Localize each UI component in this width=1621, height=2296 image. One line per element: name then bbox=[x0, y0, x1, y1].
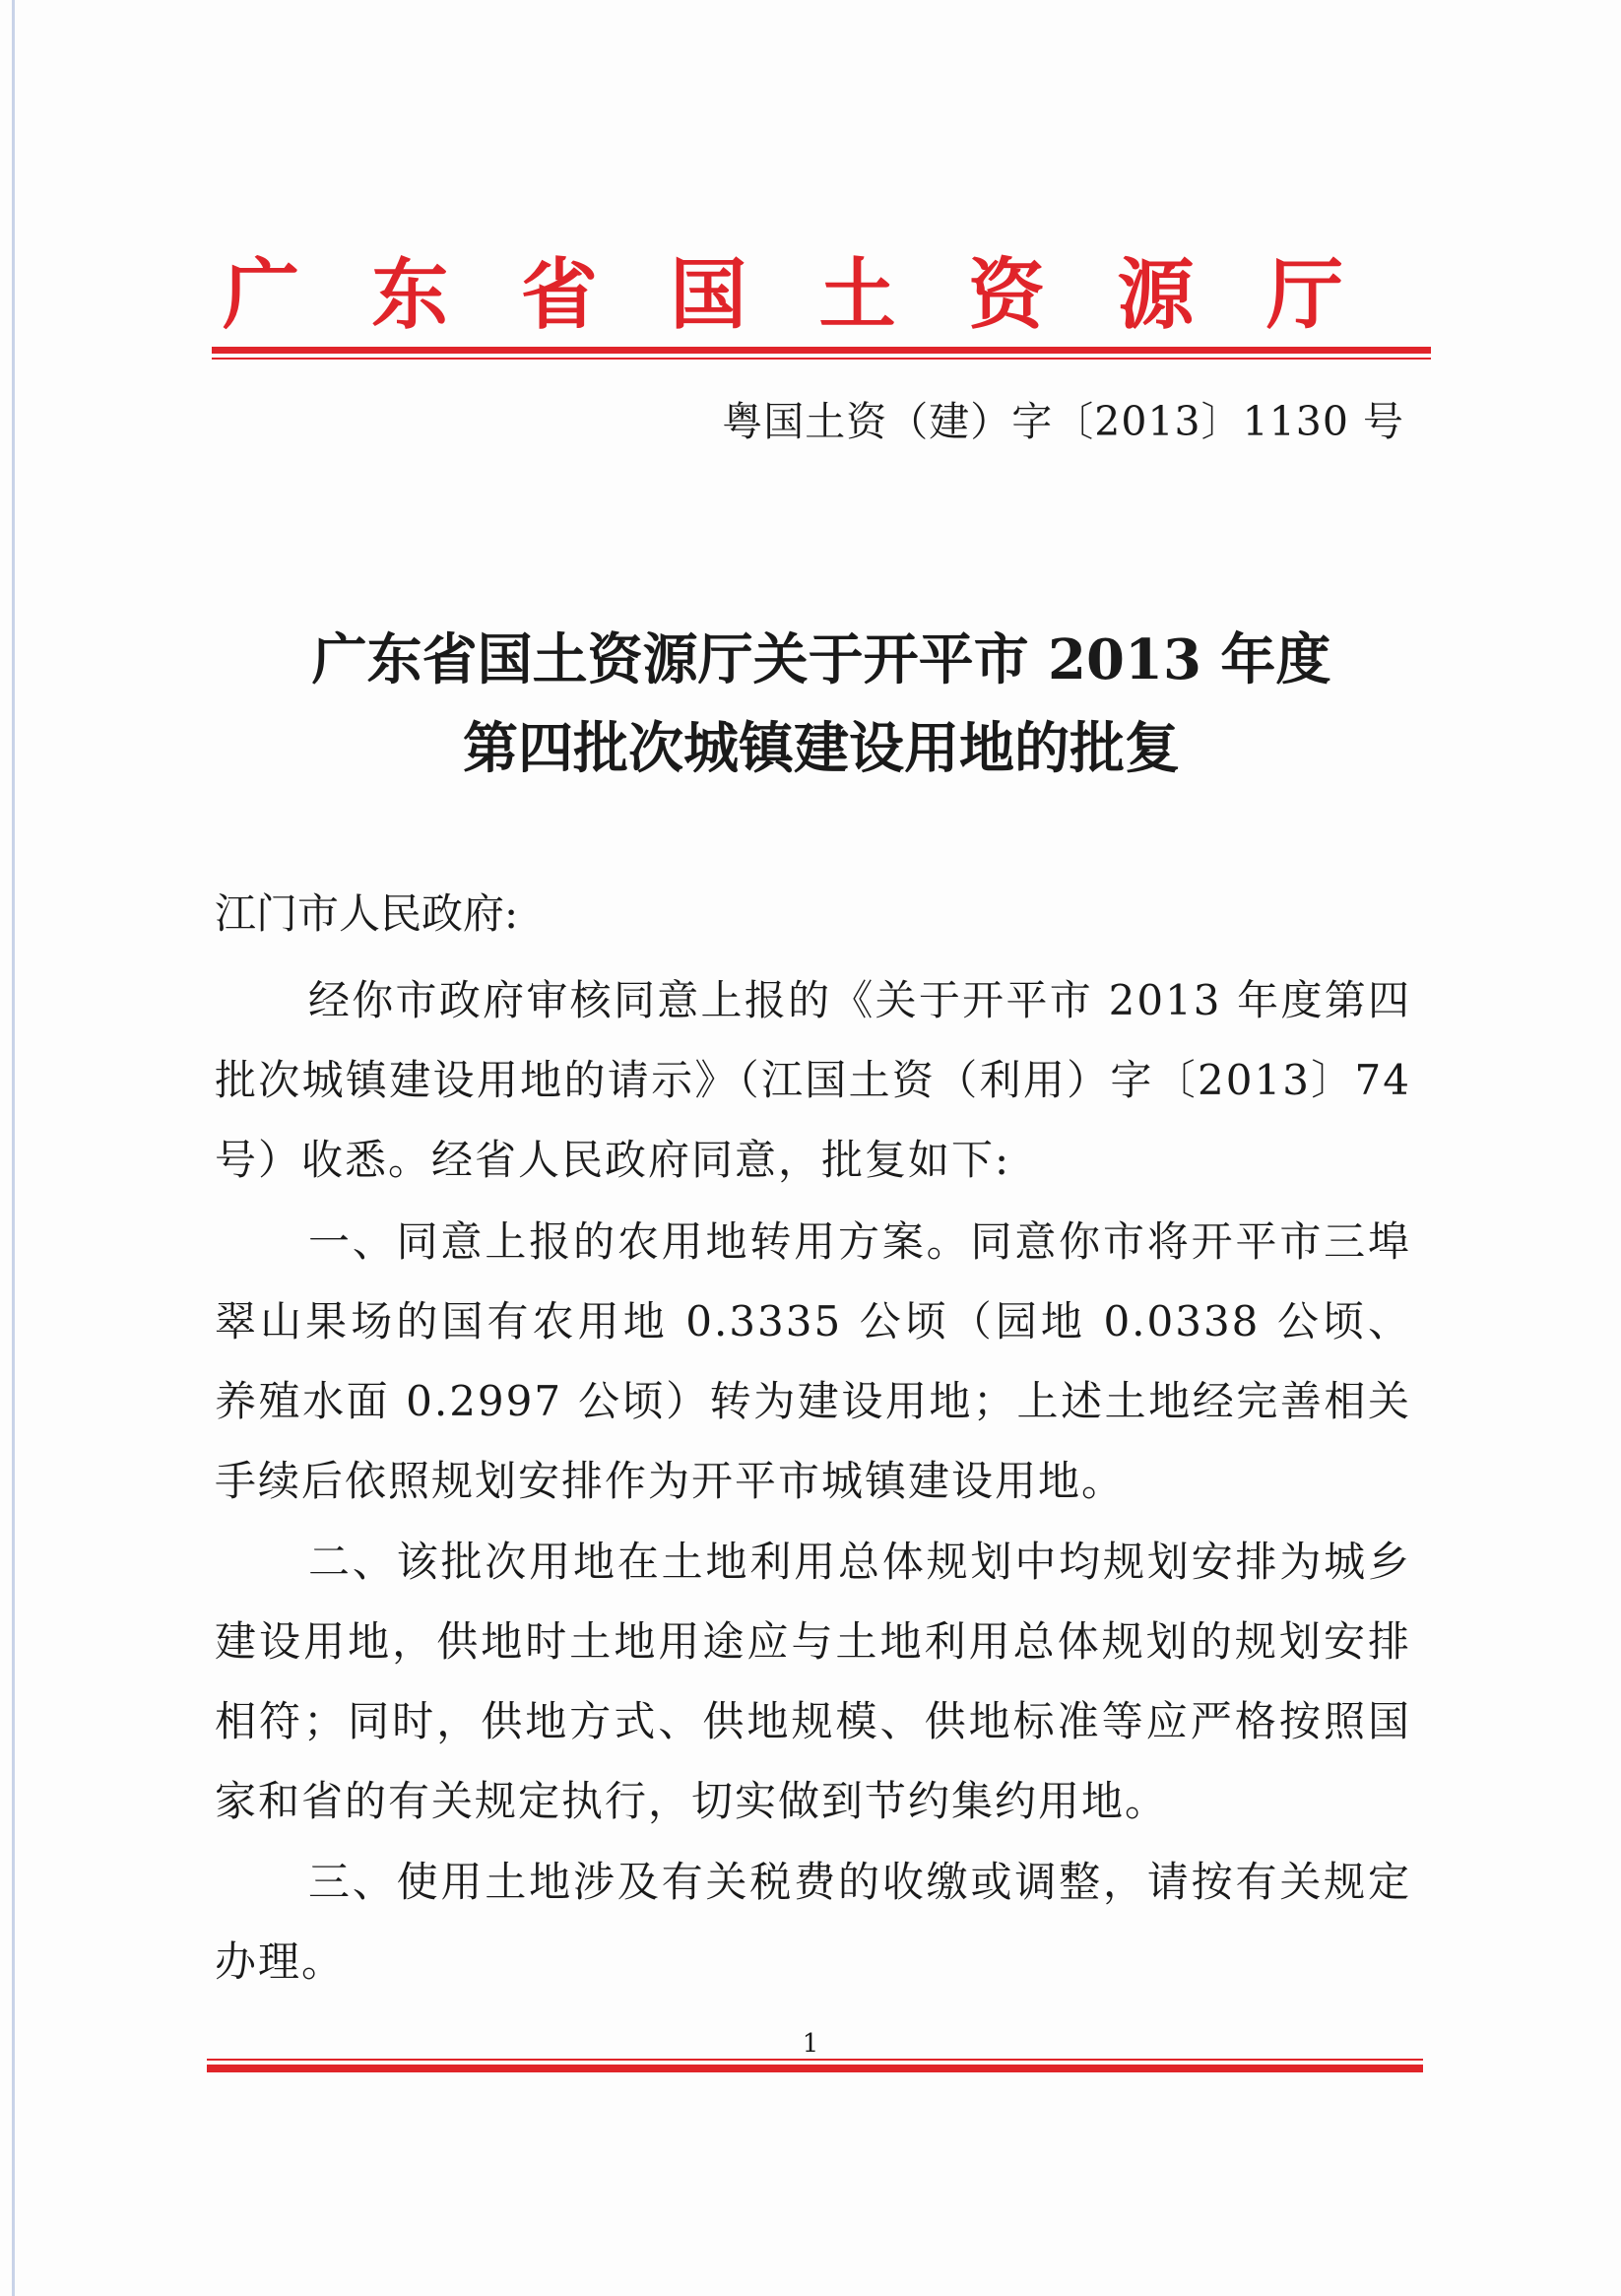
document-number: 粤国土资（建）字〔2013〕1130 号 bbox=[722, 398, 1404, 445]
header-rule-thin bbox=[212, 358, 1431, 360]
masthead-char: 源 bbox=[1117, 250, 1195, 340]
masthead-char: 广 bbox=[222, 250, 299, 340]
header-rule-thick bbox=[212, 347, 1431, 354]
masthead-char: 东 bbox=[371, 250, 449, 340]
footer-rule-thin bbox=[207, 2059, 1423, 2061]
paragraph-item-1: 一、同意上报的农用地转用方案。同意你市将开平市三埠翠山果场的国有农用地 0.3335 公顷（园地 0.0338 公顷、养殖水面 0.2997 公顷）转为建设用地；上述土地经完善相关手续后依照规划安排作为开平市城镇建设用地。 bbox=[215, 1217, 1411, 1505]
document-title bbox=[212, 616, 1431, 793]
masthead-char: 资 bbox=[968, 250, 1046, 340]
page-number: 1 bbox=[802, 2029, 819, 2059]
masthead-char: 省 bbox=[520, 250, 598, 340]
paragraph-item-2: 二、该批次用地在土地利用总体规划中均规划安排为城乡建设用地，供地时土地用途应与土地利用总体规划的规划安排相符；同时，供地方式、供地规模、供地标准等应严格按照国家和省的有关规定执行，切实做到节约集约用地。 bbox=[215, 1538, 1411, 1825]
paragraph-item-3: 三、使用土地涉及有关税费的收缴或调整，请按有关规定办理。 bbox=[215, 1858, 1411, 1986]
recipient: 江门市人民政府: bbox=[215, 889, 519, 938]
agency-masthead bbox=[212, 234, 1354, 343]
paragraph-intro: 经你市政府审核同意上报的《关于开平市 2013 年度第四批次城镇建设用地的请示》（江国土资（利用）字〔2013〕74 号）收悉。经省人民政府同意，批复如下: bbox=[215, 976, 1411, 1184]
footer-rule-thick bbox=[207, 2065, 1423, 2072]
title-line-1: 广东省国土资源厅关于开平市 2013 年度 bbox=[311, 627, 1331, 692]
scan-edge bbox=[12, 0, 15, 2296]
title-line-2: 第四批次城镇建设用地的批复 bbox=[463, 716, 1180, 781]
masthead-char: 厅 bbox=[1265, 250, 1343, 340]
masthead-char: 国 bbox=[670, 250, 747, 340]
masthead-char: 土 bbox=[818, 250, 896, 340]
